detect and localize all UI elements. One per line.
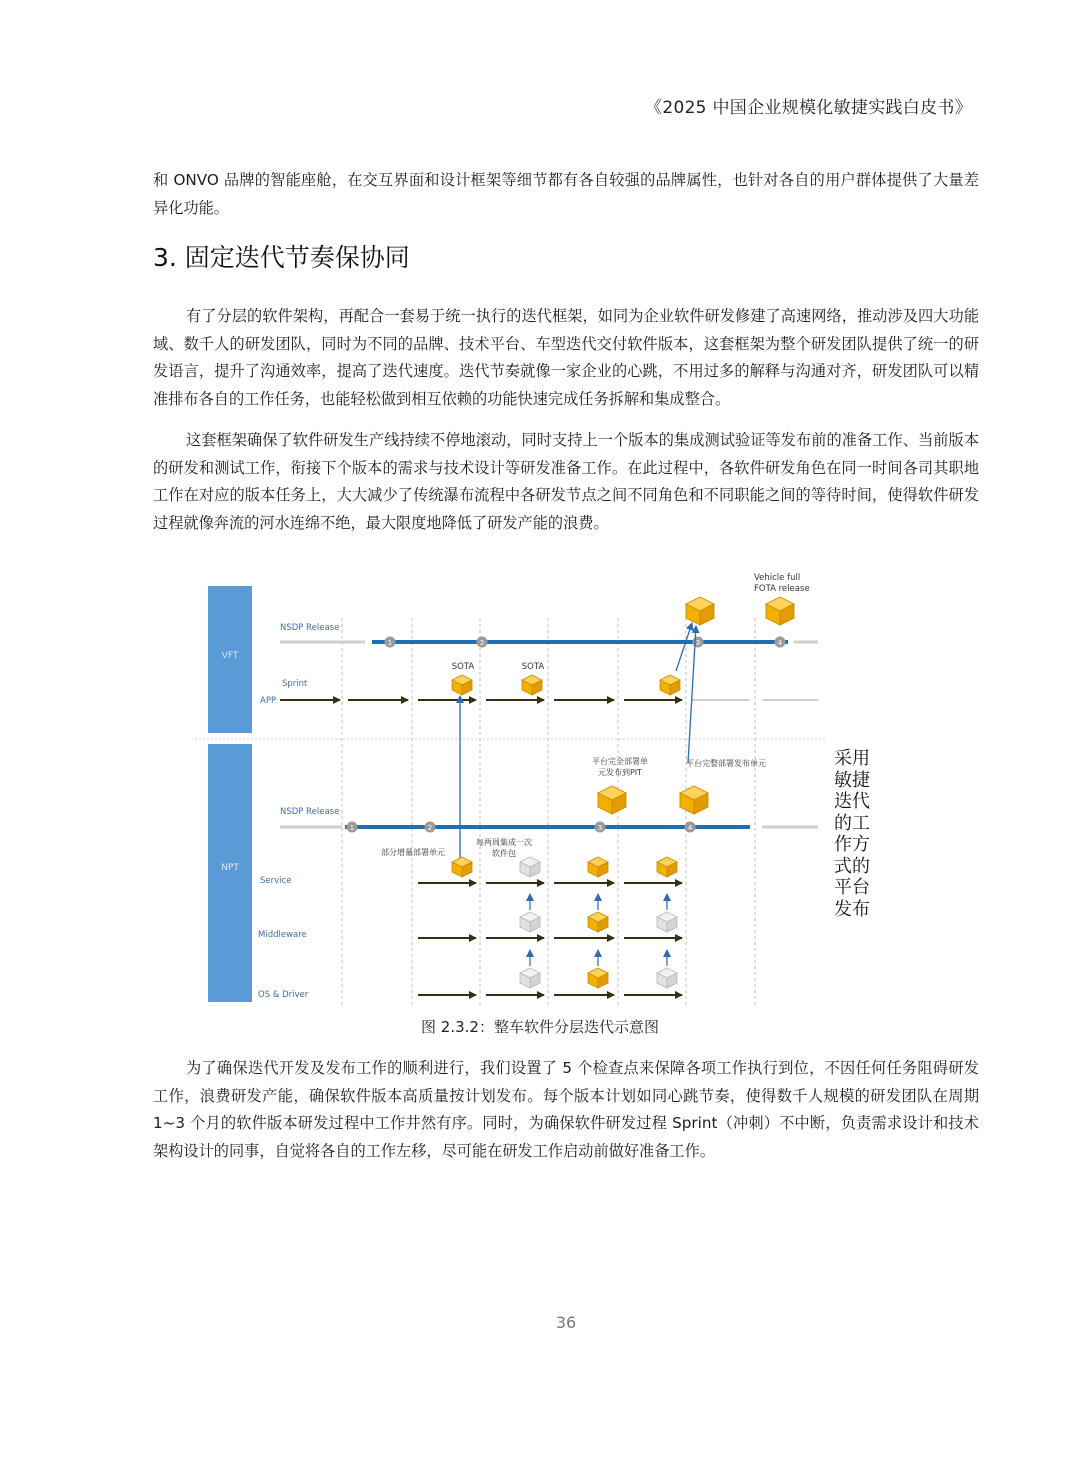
paragraph-1: 有了分层的软件架构，再配合一套易于统一执行的迭代框架，如同为企业软件研发修建了高速网络，推动涉及四大功能域、数千人的研发团队，同时为不同的品牌、技术平台、车型迭代交付软件版本，这套框架为整个研发团队提供了统一的研发语言，提升了沟通效率，提高了迭代速度。迭代节奏就像一家企业的心跳，不用过多的解释与沟通对齐，研发团队可以精准排布各自的工作任务，也能轻松做到相互依赖的功能快速完成任务拆解和集成整合。	[153, 307, 979, 408]
vft-nsdp-release-label: NSDP Release	[280, 623, 340, 633]
biweekly-label: 每两周集成一次	[476, 838, 532, 847]
full-deploy-label: 平台完整部署发布单元	[686, 759, 766, 768]
os-driver-label: OS & Driver	[258, 990, 309, 1000]
figure-caption: 图 2.3.2：整车软件分层迭代示意图	[421, 1018, 659, 1036]
section-title: 3. 固定迭代节奏保协同	[153, 243, 410, 272]
sota-label-2: SOTA	[521, 662, 545, 672]
paragraph-3: 为了确保迭代开发及发布工作的顺利进行，我们设置了 5 个检查点来保障各项工作执行到位，不因任何任务阻碍研发工作，浪费研发产能，确保软件版本高质量按计划发布。每个版本计划如同心跳节奏，使得数千人规模的研发团队在周期 1~3 个月的软件版本研发过程中工作井然有序。同时，为确保软件研发过程 Sprint（冲刺）不中断，负责需求设计和技术架构设计的同事，自觉将各自的工作左移，尽可能在研发工作启动前做好准备工作。	[153, 1059, 979, 1160]
running-header: 《2025 中国企业规模化敏捷实践白皮书》	[645, 98, 972, 118]
svg-text:1: 1	[349, 824, 355, 832]
npt-band	[208, 744, 252, 1002]
svg-text:2: 2	[427, 824, 433, 832]
svg-text:2: 2	[479, 639, 485, 647]
vft-release-box-1	[686, 597, 714, 625]
svg-text:4: 4	[687, 824, 693, 832]
npt-label: NPT	[221, 863, 239, 873]
full-pit-label: 平台完全部署单	[592, 757, 648, 766]
svg-text:软件包: 软件包	[492, 849, 516, 858]
figure-side-note: 采用敏捷迭代的工作方式的平台发布	[834, 748, 870, 920]
middleware-label: Middleware	[258, 930, 307, 940]
svg-text:4: 4	[777, 639, 783, 647]
partial-deploy-label: 部分增量部署单元	[381, 848, 445, 857]
iteration-diagram	[190, 563, 890, 1018]
sota-label-1: SOTA	[451, 662, 475, 672]
svg-text:3: 3	[597, 824, 603, 832]
service-label: Service	[260, 876, 292, 886]
svg-text:FOTA release: FOTA release	[754, 584, 810, 594]
sprint-label: Sprint	[282, 679, 308, 689]
vft-label: VFT	[221, 651, 239, 661]
vft-release-box-2	[766, 597, 794, 625]
intro-paragraph: 和 ONVO 品牌的智能座舱，在交互界面和设计框架等细节都有各自较强的品牌属性，也针对各自的用户群体提供了大量差异化功能。	[153, 171, 979, 217]
svg-text:3: 3	[695, 639, 701, 647]
npt-nsdp-release-label: NSDP Release	[280, 807, 340, 817]
svg-text:元发布到PIT: 元发布到PIT	[597, 768, 643, 777]
page-number: 36	[555, 1313, 577, 1332]
app-label: APP	[260, 696, 277, 706]
svg-text:1: 1	[387, 639, 393, 647]
paragraph-2: 这套框架确保了软件研发生产线持续不停地滚动，同时支持上一个版本的集成测试验证等发布前的准备工作、当前版本的研发和测试工作，衔接下个版本的需求与技术设计等研发准备工作。在此过程中，各软件研发角色在同一时间各司其职地工作在对应的版本任务上，大大减少了传统瀑布流程中各研发节点之间不同角色和不同职能之间的等待时间，使得软件研发过程就像奔流的河水连绵不绝，最大限度地降低了研发产能的浪费。	[153, 431, 979, 532]
vehicle-fota-label: Vehicle full	[754, 573, 801, 583]
